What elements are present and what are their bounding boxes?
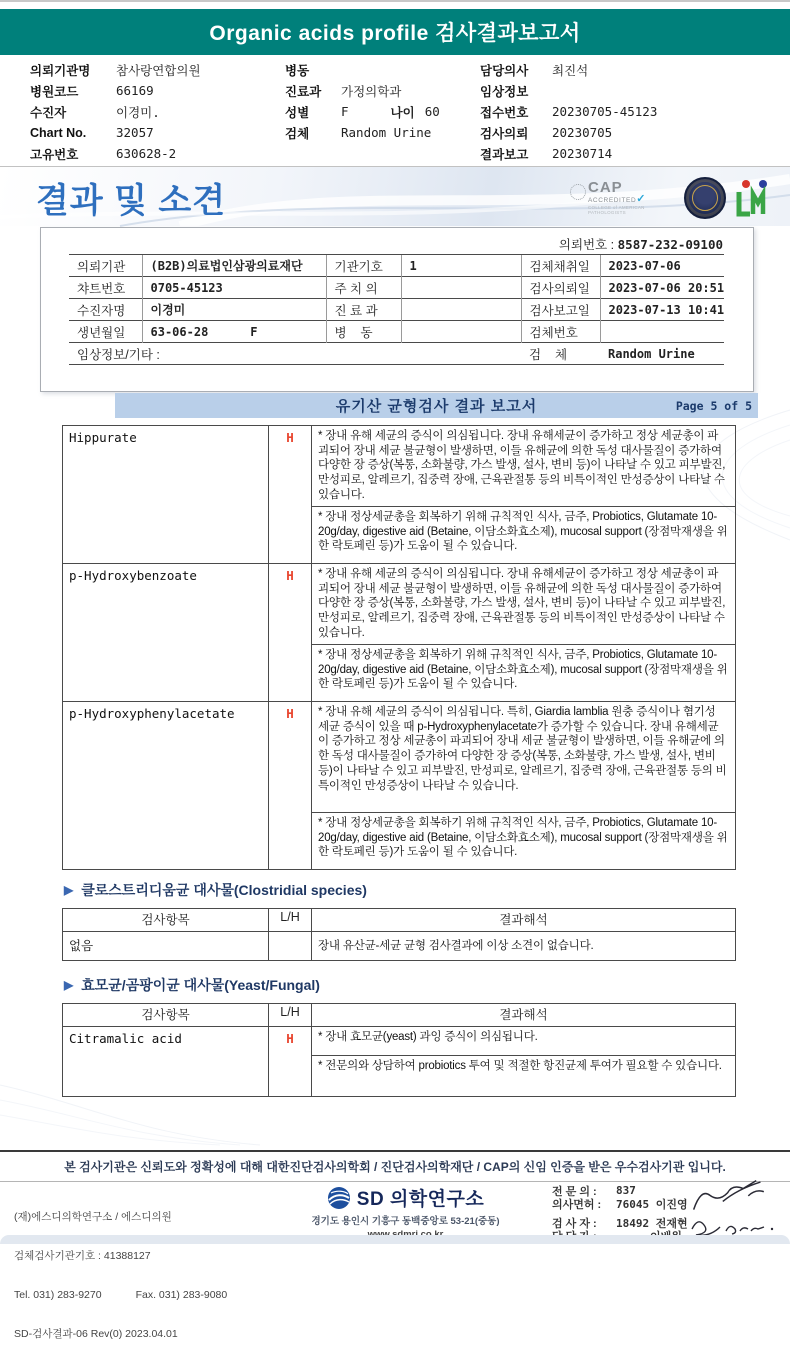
analyte-name: Hippurate	[63, 426, 269, 564]
interpretation-text: * 장내 유해 세균의 증식이 의심됩니다. 장내 유해세균이 증가하고 정상 세균총이 파괴되어 장내 세균 불균형이 발생하면, 이들 유해균에 의한 독성 대사물질이 증가하여 다양한 장 증상(복통, 소화불량, 가스 발생, 설사, 변비 등)이 나타날 수 있고 피부발진, 만성피로, 알레르기, 집중력 장애, 근육관절통 등의 비특이적인 만성증상이 나타날 수 있습니다.	[312, 564, 736, 645]
cap-accredited-logo	[570, 181, 674, 215]
field-value: 20230705	[552, 125, 613, 140]
recommendation-text: * 전문의와 상담하여 probiotics 투여 및 적절한 항진균제 투여가 필요할 수 있습니다.	[312, 1056, 736, 1097]
patient-row	[30, 59, 201, 80]
staff-value: 18492 전재현	[616, 1216, 688, 1230]
field-label: 수진자	[30, 105, 67, 120]
patient-row	[480, 59, 657, 80]
column-header: 검사항목	[63, 909, 269, 932]
lab-org-name: SD 의학연구소	[356, 1189, 485, 1210]
patient-row	[480, 122, 657, 143]
cell-label: 병 동	[326, 321, 401, 343]
patient-row	[480, 80, 657, 101]
field-label: 검사의뢰	[480, 126, 529, 141]
yeast-section-header	[64, 975, 736, 995]
organic-acid-results-table	[62, 425, 736, 870]
field-value: 20230714	[552, 146, 613, 161]
cell-value: 이경미	[142, 299, 326, 321]
fax: Fax. 031) 283-9080	[135, 1289, 228, 1301]
lab-code: 검체검사기관기호 : 41388127	[14, 1250, 151, 1262]
recommendation-text: * 장내 정상세균총을 회복하기 위해 규칙적인 식사, 금주, Probiotics, Glutamate 10-20g/day, digestive aid (Betaine, 이담소화효소제), mucosal support (장점막재생을 위한 락토페린 등)가 도움이 될 수 있습니다.	[312, 645, 736, 702]
patient-row	[30, 122, 201, 143]
staff-label: 검 사 자 :	[552, 1217, 600, 1230]
cell-label: 기관기호	[326, 255, 401, 277]
lab-logo-row	[283, 1184, 528, 1211]
tel: Tel. 031) 283-9270	[14, 1289, 102, 1301]
cell-label: 검 체	[521, 343, 600, 365]
table-row	[63, 564, 736, 645]
patient-row	[285, 59, 440, 80]
field-value: 이경미.	[116, 104, 160, 120]
certification-note: 본 검사기관은 신뢰도와 정확성에 대해 대한진단검사의학회 / 진단검사의학재단 / CAP의 신임 인증을 받은 우수검사기관 입니다.	[0, 1150, 790, 1182]
page-bottom-strip	[0, 1235, 790, 1244]
signature-technician	[688, 1211, 778, 1235]
request-number-label: 의뢰번호 :	[558, 238, 618, 252]
table-row	[63, 932, 736, 961]
field-label: 검체	[285, 126, 310, 141]
table-row	[69, 321, 724, 343]
cell-value: Random Urine	[600, 343, 724, 365]
result-band	[0, 167, 790, 226]
age-label: 나이	[390, 105, 415, 120]
analyte-name: p-Hydroxyphenylacetate	[63, 702, 269, 870]
field-label: 병동	[285, 63, 310, 78]
high-flag: H	[269, 702, 312, 870]
lab-address: 경기도 용인시 기흥구 동백중앙로 53-21(중동)	[311, 1216, 500, 1227]
column-header: L/H	[269, 1004, 312, 1027]
patient-info-section	[0, 59, 790, 165]
field-value: Random Urine	[341, 125, 432, 140]
cell-label: 검체번호	[521, 321, 600, 343]
staff-label: 의사면허 :	[552, 1198, 605, 1211]
sd-globe-icon	[327, 1186, 351, 1210]
field-label: 접수번호	[480, 105, 529, 120]
cell-value: (B2B)의료법인삼광의료재단	[142, 255, 326, 277]
report-section-title: 유기산 균형검사 결과 보고서	[335, 398, 538, 415]
field-label: 진료과	[285, 84, 322, 99]
cap-emblem-icon	[570, 184, 586, 200]
cell-label: 검체채취일	[521, 255, 600, 277]
field-label: 담당의사	[480, 63, 529, 78]
results-content	[62, 425, 736, 1097]
recommendation-text: * 장내 정상세균총을 회복하기 위해 규칙적인 식사, 금주, Probiotics, Glutamate 10-20g/day, digestive aid (Betaine, 이담소화효소제), mucosal support (장점막재생을 위한 락토페린 등)가 도움이 될 수 있습니다.	[312, 507, 736, 564]
cell-label: 주 치 의	[326, 277, 401, 299]
cell-label: 챠트번호	[69, 277, 142, 299]
field-label: Chart No.	[30, 125, 87, 140]
order-info-table	[69, 254, 724, 365]
field-value: 66169	[116, 83, 154, 98]
patient-row	[30, 80, 201, 101]
lab-contact	[14, 1289, 227, 1302]
field-label: 병원코드	[30, 84, 79, 99]
field-label: 고유번호	[30, 147, 79, 162]
table-row	[63, 702, 736, 813]
sex-value: F	[250, 324, 258, 339]
birthdate-value: 63-06-28	[150, 324, 209, 339]
signature-doctor	[688, 1182, 778, 1208]
staff-row	[552, 1197, 688, 1210]
field-value: 참사랑연합의원	[116, 62, 201, 78]
arrow-icon: ▶	[64, 978, 74, 992]
staff-label: 전 문 의 :	[552, 1185, 600, 1198]
high-flag: H	[269, 1027, 312, 1097]
signatures	[688, 1182, 790, 1238]
top-divider	[0, 0, 790, 2]
patient-row	[480, 101, 657, 122]
recommendation-text: * 장내 정상세균총을 회복하기 위해 규칙적인 식사, 금주, Probiotics, Glutamate 10-20g/day, digestive aid (Betaine, 이담소화효소제), mucosal support (장점막재생을 위한 락토페린 등)가 도움이 될 수 있습니다.	[312, 813, 736, 870]
yeast-section-title: 효모균/곰팡이균 대사물(Yeast/Fungal)	[81, 977, 320, 993]
field-label: 결과보고	[480, 147, 529, 162]
patient-col-1	[30, 59, 201, 164]
patient-col-3	[480, 59, 657, 164]
field-value: 가정의학과	[341, 83, 402, 99]
footer	[0, 1184, 790, 1340]
cell-label: 의뢰기관	[69, 255, 142, 277]
clostridial-section-title: 클로스트리디움균 대사물(Clostridial species)	[81, 882, 367, 898]
doc-revision: SD-검사결과-06 Rev(0) 2023.04.01	[14, 1328, 178, 1340]
patient-row	[285, 80, 440, 101]
field-value: 630628-2	[116, 146, 177, 161]
cell-value	[600, 321, 724, 343]
table-header-row	[63, 909, 736, 932]
report-section-bar	[115, 393, 758, 418]
cell-value	[401, 299, 521, 321]
interpretation-text: * 장내 유해 세균의 증식이 의심됩니다. 장내 유해세균이 증가하고 정상 세균총이 파괴되어 장내 세균 불균형이 발생하면, 이들 유해균에 의한 독성 대사물질이 증가하여 다양한 장 증상(복통, 소화불량, 가스 발생, 설사, 변비 등)이 나타날 수 있고 피부발진, 만성피로, 알레르기, 집중력 장애, 근육관절통 등의 비특이적인 만성증상이 나타날 수 있습니다.	[312, 426, 736, 507]
cell-label: 검사보고일	[521, 299, 600, 321]
table-row	[69, 343, 724, 365]
cell-value	[401, 277, 521, 299]
request-number-value: 8587-232-09100	[617, 237, 723, 252]
cell-value: 1	[401, 255, 521, 277]
cell-label: 생년월일	[69, 321, 142, 343]
field-label: 성별	[285, 105, 310, 120]
table-row	[63, 1027, 736, 1056]
report-title-bar	[0, 9, 790, 55]
patient-row	[480, 143, 657, 164]
report-title: Organic acids profile 검사결과보고서	[209, 22, 581, 45]
analyte-name: Citramalic acid	[63, 1027, 269, 1097]
analyte-name: 없음	[63, 932, 269, 961]
patient-col-2	[285, 59, 440, 143]
lab-name: (재)에스디의학연구소 / 에스디의원	[14, 1211, 172, 1223]
analyte-name: p-Hydroxybenzoate	[63, 564, 269, 702]
table-row	[69, 255, 724, 277]
cell-value: 2023-07-13 10:41	[600, 299, 724, 321]
column-header: 결과해석	[312, 909, 736, 932]
cap-accredited-line	[588, 195, 674, 205]
interpretation-text: 장내 유산균-세균 균형 검사결과에 이상 소견이 없습니다.	[312, 932, 736, 961]
staff-value: 76045 이진영	[616, 1197, 688, 1211]
lab-accreditation-icon	[736, 179, 772, 217]
cell-value: 0705-45123	[142, 277, 326, 299]
cap-word: CAP	[588, 179, 623, 196]
clostridial-table	[62, 908, 736, 961]
cell-value	[401, 321, 521, 343]
result-section-title: 결과 및 소견	[36, 182, 227, 220]
cell-value: 2023-07-06	[600, 255, 724, 277]
accreditation-logos	[570, 177, 772, 219]
patient-row	[30, 101, 201, 122]
cell-label: 임상정보/기타 :	[69, 343, 521, 365]
field-value: 20230705-45123	[552, 104, 658, 119]
cell-label: 검사의뢰일	[521, 277, 600, 299]
age-value: 60	[424, 104, 440, 119]
cell-label: 진 료 과	[326, 299, 401, 321]
cell-label: 수진자명	[69, 299, 142, 321]
table-row	[69, 277, 724, 299]
high-flag	[269, 932, 312, 961]
staff-value: 837	[616, 1184, 636, 1197]
patient-row	[285, 122, 440, 143]
cell-value	[142, 321, 326, 343]
column-header: 결과해석	[312, 1004, 736, 1027]
field-value: 32057	[116, 125, 154, 140]
request-number	[559, 235, 723, 253]
field-label: 의뢰기관명	[30, 63, 91, 78]
arrow-icon: ▶	[64, 883, 74, 897]
table-row	[69, 299, 724, 321]
high-flag: H	[269, 426, 312, 564]
patient-row	[285, 101, 440, 122]
table-row	[63, 426, 736, 507]
patient-row	[30, 143, 201, 164]
field-value: F	[341, 104, 349, 119]
check-icon: ✓	[636, 193, 647, 205]
footer-left	[14, 1185, 227, 1367]
clostridial-section-header	[64, 880, 736, 900]
interpretation-text: * 장내 효모균(yeast) 과잉 증식이 의심됩니다.	[312, 1027, 736, 1056]
cap-accredited-text: ACCREDITED	[588, 197, 637, 204]
footer-center	[283, 1184, 528, 1240]
cap-college-text: COLLEGE of AMERICAN PATHOLOGISTS	[588, 205, 645, 215]
yeast-table	[62, 1003, 736, 1097]
page-indicator: Page 5 of 5	[675, 398, 752, 413]
field-label: 임상정보	[480, 84, 529, 99]
college-seal-icon	[684, 177, 726, 219]
order-info-box	[40, 227, 754, 392]
footer-staff	[552, 1184, 688, 1242]
table-header-row	[63, 1004, 736, 1027]
high-flag: H	[269, 564, 312, 702]
column-header: 검사항목	[63, 1004, 269, 1027]
column-header: L/H	[269, 909, 312, 932]
interpretation-text: * 장내 유해 세균의 증식이 의심됩니다. 특히, Giardia lamblia 원충 증식이나 혐기성 세균 증식이 있을 때 p-Hydroxyphenylacetate가 증가할 수 있습니다. 장내 유해세균이 증가하고 정상 세균총이 파괴되어 장내 세균 불균형이 발생하면, 이들 유해균에 의한 독성 대사물질이 증가하여 다양한 장 증상(복통, 소화불량, 가스 발생, 설사, 변비 등)이 나타날 수 있고 피부발진, 만성피로, 알레르기, 집중력 장애, 근육관절통 등의 비특이적인 만성증상이 나타날 수 있습니다.	[312, 702, 736, 813]
field-value: 최진석	[552, 62, 589, 78]
cell-value: 2023-07-06 20:51	[600, 277, 724, 299]
